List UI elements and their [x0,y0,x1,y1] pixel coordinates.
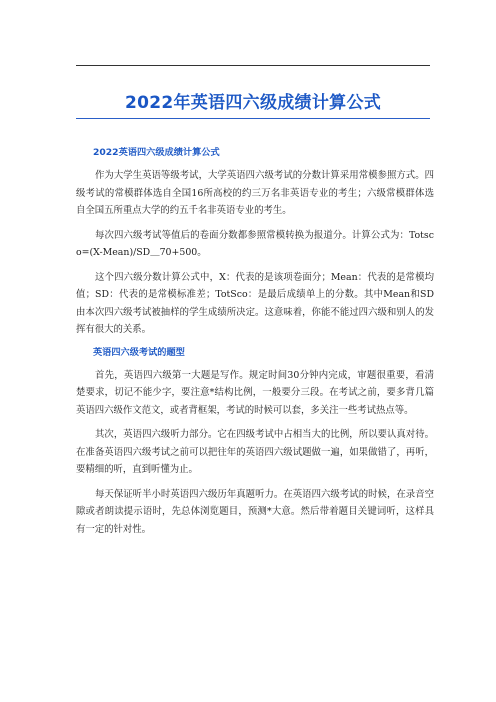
paragraph: 作为大学生英语等级考试，大学英语四六级考试的分数计算采用常模参照方式。四级考试的常模群体选自全国16所高校的约三万名非英语专业的考生；六级常模群体选自全国五所重点大学的约五千名非英语专业的考生。 [76,170,434,216]
paragraph: 其次，英语四六级听力部分。它在四级考试中占相当大的比例，所以要认真对待。在准备英语四六级考试之前可以把往年的英语四六级试题做一遍，如果做错了，再听，要精细的听，直到听懂为止。 [76,429,434,475]
paragraph: 这个四六级分数计算公式中，X：代表的是该项卷面分；Mean：代表的是常模均值；SD：代表的是常模标准差；TotSco：是最后成绩单上的分数。其中Mean和SD由本次四六级考试被抽样的学生成绩所决定。这意味着，你能不能过四六级和别人的发挥有很大的关系。 [76,271,434,335]
paragraph: 首先，英语四六级第一大题是写作。规定时间30分钟内完成，审题很重要，看清楚要求，切记不能少字，要注意*结构比例，一般要分三段。在考试之前，要多背几篇英语四六级作文范文，或者背框架，考试的时候可以套，多关注一些考试热点等。 [76,369,434,416]
title-underline [76,118,430,119]
section-formula [76,146,434,339]
document-title: 2022年英语四六级成绩计算公式 [124,93,382,113]
section-heading: 英语四六级考试的题型 [93,346,185,358]
paragraph: 每次四六级考试等值后的卷面分数都参照常模转换为报道分。计算公式为：Totsco=(X-Mean)/SD＿70+500。 [76,229,434,258]
paragraph: 每天保证听半小时英语四六级历年真题听力。在英语四六级考试的时候，在录音空隙或者朗读提示语时，先总体浏览题目，预测*大意。然后带着题目关键词听，这样具有一定的针对性。 [76,488,434,535]
document-body [76,146,434,545]
section-question-types [76,346,434,539]
header-rule [76,65,430,66]
section-heading: 2022英语四六级成绩计算公式 [93,147,220,158]
